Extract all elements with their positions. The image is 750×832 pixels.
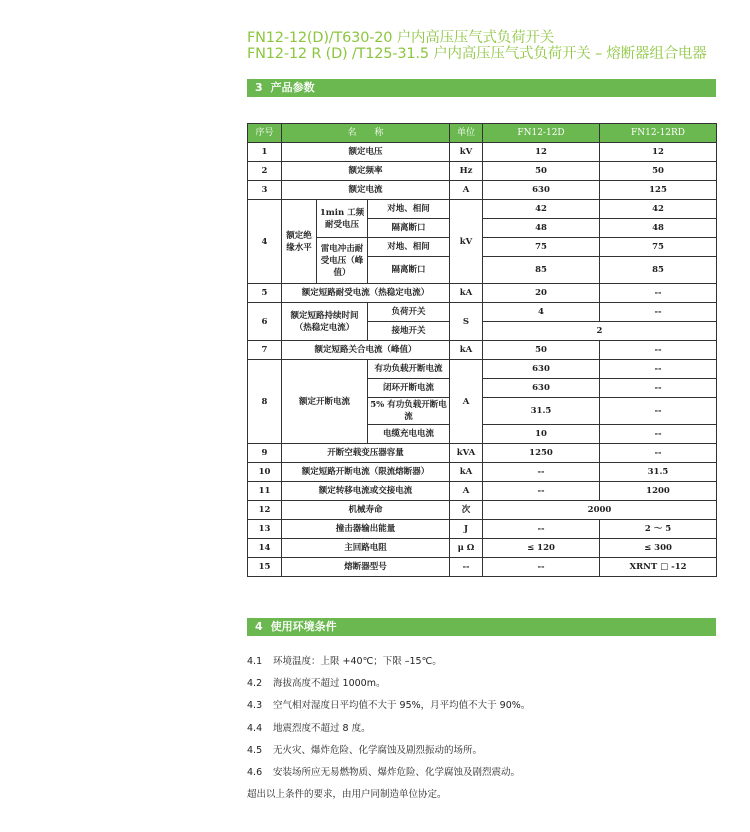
header-no: 序号 [248, 124, 282, 143]
cell: 额定开断电流 [282, 360, 368, 444]
section-number: 4 [255, 620, 263, 633]
header-name: 名 称 [282, 124, 450, 143]
cell: -- [600, 284, 717, 303]
table-row [248, 482, 717, 501]
cell: 14 [248, 539, 282, 558]
cell: -- [483, 482, 600, 501]
cell: -- [483, 558, 600, 577]
cell: -- [600, 379, 717, 398]
section-number: 3 [255, 81, 263, 94]
cell: 4 [483, 303, 600, 322]
cell: 50 [600, 162, 717, 181]
cell: 开断空载变压器容量 [282, 444, 450, 463]
cell: 对地、相间 [368, 200, 450, 219]
cell: J [450, 520, 483, 539]
condition-item [247, 655, 530, 677]
cell: kV [450, 200, 483, 284]
cell: 630 [483, 379, 600, 398]
cell: kA [450, 341, 483, 360]
condition-item [247, 722, 530, 744]
cell: 撞击器输出能量 [282, 520, 450, 539]
section-label: 使用环境条件 [270, 620, 337, 633]
cell: 85 [600, 257, 717, 284]
cell: 48 [600, 219, 717, 238]
cell: 11 [248, 482, 282, 501]
table-row [248, 284, 717, 303]
cell: 50 [483, 162, 600, 181]
cell: -- [450, 558, 483, 577]
cell: 48 [483, 219, 600, 238]
cell: 对地、相间 [368, 238, 450, 257]
section-header-params [247, 79, 716, 97]
cell: 42 [600, 200, 717, 219]
section-header-conditions [247, 618, 716, 636]
table-row [248, 303, 717, 322]
cell: 6 [248, 303, 282, 341]
cell: 42 [483, 200, 600, 219]
item-text: 地震烈度不超过 8 度。 [273, 722, 371, 734]
cell: kA [450, 463, 483, 482]
table-row [248, 360, 717, 379]
cell: 31.5 [483, 398, 600, 425]
cell: 有功负载开断电流 [368, 360, 450, 379]
item-text: 安装场所应无易燃物质、爆炸危险、化学腐蚀及剧烈震动。 [273, 766, 521, 778]
cell: 额定转移电流或交接电流 [282, 482, 450, 501]
cell: 额定短路持续时间（热稳定电流） [282, 303, 368, 341]
cell: 630 [483, 360, 600, 379]
cell: 电缆充电电流 [368, 425, 450, 444]
cell: -- [600, 398, 717, 425]
cell: -- [483, 463, 600, 482]
table-row [248, 238, 717, 257]
cell: -- [600, 341, 717, 360]
item-number: 4.2 [247, 678, 263, 690]
cell: 1min 工频耐受电压 [317, 200, 368, 238]
cell: 负荷开关 [368, 303, 450, 322]
condition-item [247, 699, 530, 721]
conditions-list [247, 655, 530, 810]
cell: 4 [248, 200, 282, 284]
cell: 5% 有功负载开断电流 [368, 398, 450, 425]
cell: 125 [600, 181, 717, 200]
cell: 2000 [483, 501, 717, 520]
cell: 7 [248, 341, 282, 360]
cell: 12 [483, 143, 600, 162]
product-title-2: FN12-12 R (D) /T125-31.5 户内高压压气式负荷开关 – 熔断器组合电器 [247, 46, 707, 62]
cell: 85 [483, 257, 600, 284]
header-fn12-12rd: FN12-12RD [600, 124, 717, 143]
cell: A [450, 181, 483, 200]
table-row [248, 444, 717, 463]
cell: 闭环开断电流 [368, 379, 450, 398]
cell: 1 [248, 143, 282, 162]
table-row [248, 200, 717, 219]
item-number: 4.4 [247, 722, 263, 734]
cell: -- [600, 360, 717, 379]
item-text: 环境温度：上限 +40℃；下限 –15℃。 [273, 656, 442, 667]
table-row [248, 520, 717, 539]
cell: kV [450, 143, 483, 162]
item-text: 海拔高度不超过 1000m。 [273, 678, 386, 690]
table-row [248, 539, 717, 558]
cell: 10 [483, 425, 600, 444]
cell: 额定电压 [282, 143, 450, 162]
cell: μ Ω [450, 539, 483, 558]
cell: 75 [483, 238, 600, 257]
cell: 额定电流 [282, 181, 450, 200]
item-number: 4.6 [247, 766, 263, 778]
cell: 额定短路关合电流（峰值） [282, 341, 450, 360]
cell: 熔断器型号 [282, 558, 450, 577]
cell: 额定短路开断电流（限流熔断器） [282, 463, 450, 482]
cell: 20 [483, 284, 600, 303]
cell: 15 [248, 558, 282, 577]
product-title-1: FN12-12(D)/T630-20 户内高压压气式负荷开关 [247, 30, 555, 46]
cell: 额定频率 [282, 162, 450, 181]
cell: 3 [248, 181, 282, 200]
table-row [248, 558, 717, 577]
cell: 机械寿命 [282, 501, 450, 520]
cell: kVA [450, 444, 483, 463]
cell: Hz [450, 162, 483, 181]
table-header-row [248, 124, 717, 143]
section-label: 产品参数 [270, 81, 315, 94]
condition-item [247, 677, 530, 699]
cell: A [450, 360, 483, 444]
cell: 12 [248, 501, 282, 520]
cell: 隔离断口 [368, 257, 450, 284]
cell: 隔离断口 [368, 219, 450, 238]
cell: 8 [248, 360, 282, 444]
cell: kA [450, 284, 483, 303]
cell: 630 [483, 181, 600, 200]
cell: 2 ～ 5 [600, 520, 717, 539]
cell: 1200 [600, 482, 717, 501]
table-row [248, 463, 717, 482]
cell: 50 [483, 341, 600, 360]
cell: -- [600, 425, 717, 444]
header-unit: 单位 [450, 124, 483, 143]
cell: -- [600, 303, 717, 322]
cell: 10 [248, 463, 282, 482]
item-number: 4.1 [247, 656, 263, 667]
table-row [248, 143, 717, 162]
table-row [248, 501, 717, 520]
cell: 13 [248, 520, 282, 539]
table-row [248, 341, 717, 360]
table-row [248, 162, 717, 181]
cell: -- [600, 444, 717, 463]
cell: ≤ 300 [600, 539, 717, 558]
cell: 额定短路耐受电流（热稳定电流） [282, 284, 450, 303]
cell: 12 [600, 143, 717, 162]
footnote: 超出以上条件的要求，由用户同制造单位协定。 [247, 789, 447, 801]
cell: 雷电冲击耐受电压（峰值） [317, 238, 368, 284]
condition-item [247, 766, 530, 788]
condition-item [247, 744, 530, 766]
cell: ≤ 120 [483, 539, 600, 558]
cell: 5 [248, 284, 282, 303]
item-text: 无火灾、爆炸危险、化学腐蚀及剧烈振动的场所。 [273, 744, 483, 756]
cell: 31.5 [600, 463, 717, 482]
cell: 2 [483, 322, 717, 341]
item-text: 空气相对湿度日平均值不大于 95%，月平均值不大于 90%。 [273, 700, 531, 712]
cell: 9 [248, 444, 282, 463]
cell: A [450, 482, 483, 501]
header-fn12-12d: FN12-12D [483, 124, 600, 143]
cell: S [450, 303, 483, 341]
cell: 主回路电阻 [282, 539, 450, 558]
parameters-table [247, 123, 717, 577]
table-row [248, 181, 717, 200]
cell: 接地开关 [368, 322, 450, 341]
item-number: 4.5 [247, 744, 263, 756]
cell: 2 [248, 162, 282, 181]
cell: 次 [450, 501, 483, 520]
cell: 额定绝缘水平 [282, 200, 317, 284]
cell: XRNT □ -12 [600, 558, 717, 577]
cell: 1250 [483, 444, 600, 463]
cell: -- [483, 520, 600, 539]
cell: 75 [600, 238, 717, 257]
item-number: 4.3 [247, 700, 263, 712]
